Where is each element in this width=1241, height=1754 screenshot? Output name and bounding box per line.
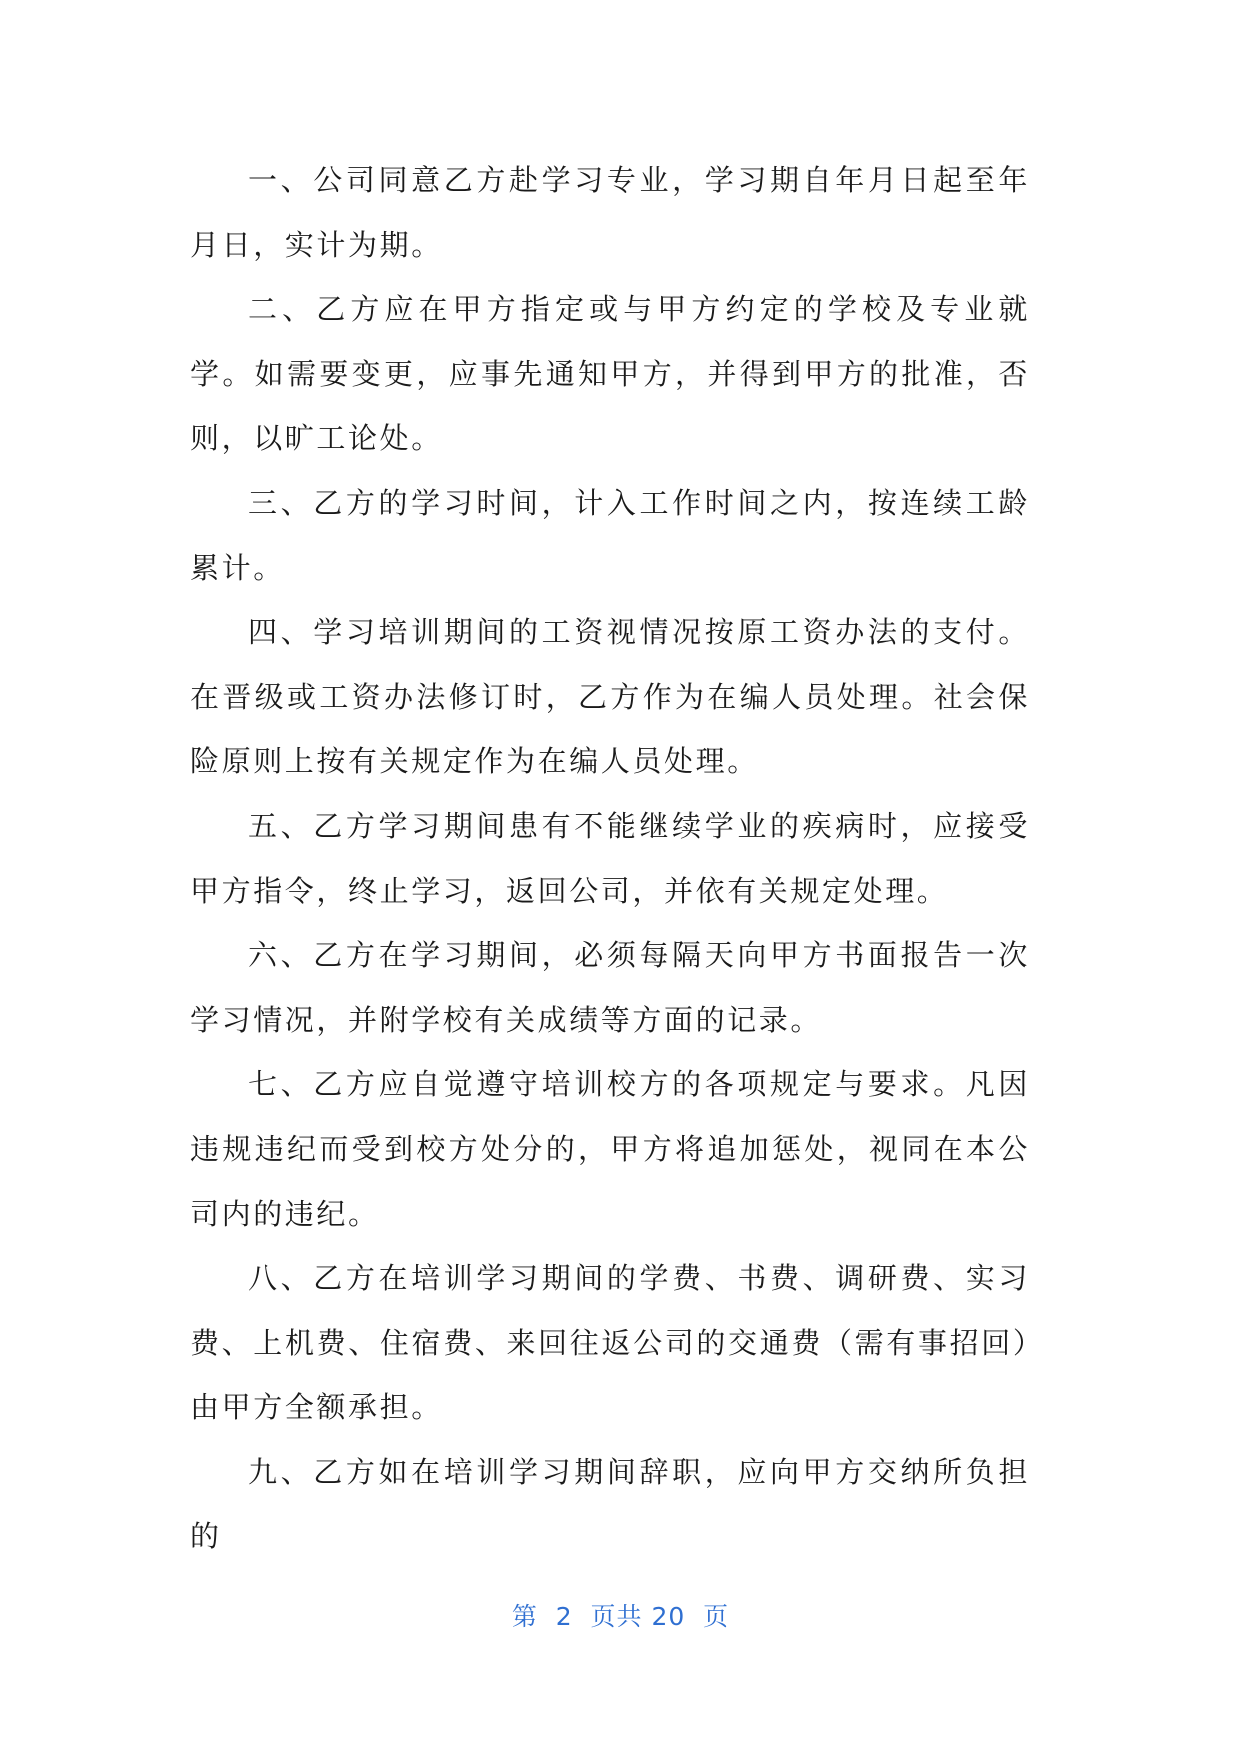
paragraph-7: 七、乙方应自觉遵守培训校方的各项规定与要求。凡因违规违纪而受到校方处分的，甲方将追加惩处，视同在本公司内的违纪。 xyxy=(190,1067,1030,1231)
paragraph-5: 五、乙方学习期间患有不能继续学业的疾病时，应接受甲方指令，终止学习，返回公司，并依有关规定处理。 xyxy=(190,808,1030,908)
paragraph-1: 一、公司同意乙方赴学习专业，学习期自年月日起至年月日，实计为期。 xyxy=(190,163,1030,262)
document-body xyxy=(190,148,1030,1569)
paragraph-4: 四、学习培训期间的工资视情况按原工资办法的支付。在晋级或工资办法修订时，乙方作为在编人员处理。社会保险原则上按有关规定作为在编人员处理。 xyxy=(190,615,1030,779)
paragraph-6: 六、乙方在学习期间，必须每隔天向甲方书面报告一次学习情况，并附学校有关成绩等方面的记录。 xyxy=(190,938,1030,1037)
page-number-footer: 第 2 页共 20 页 xyxy=(511,1602,730,1631)
paragraph-2: 二、乙方应在甲方指定或与甲方约定的学校及专业就学。如需要变更，应事先通知甲方，并得到甲方的批准，否则，以旷工论处。 xyxy=(190,292,1030,456)
paragraph-8: 八、乙方在培训学习期间的学费、书费、调研费、实习费、上机费、住宿费、来回往返公司的交通费（需有事招回）由甲方全额承担。 xyxy=(190,1261,1030,1425)
paragraph-9: 九、乙方如在培训学习期间辞职，应向甲方交纳所负担的 xyxy=(190,1454,1030,1554)
paragraph-3: 三、乙方的学习时间，计入工作时间之内，按连续工龄累计。 xyxy=(190,485,1030,585)
